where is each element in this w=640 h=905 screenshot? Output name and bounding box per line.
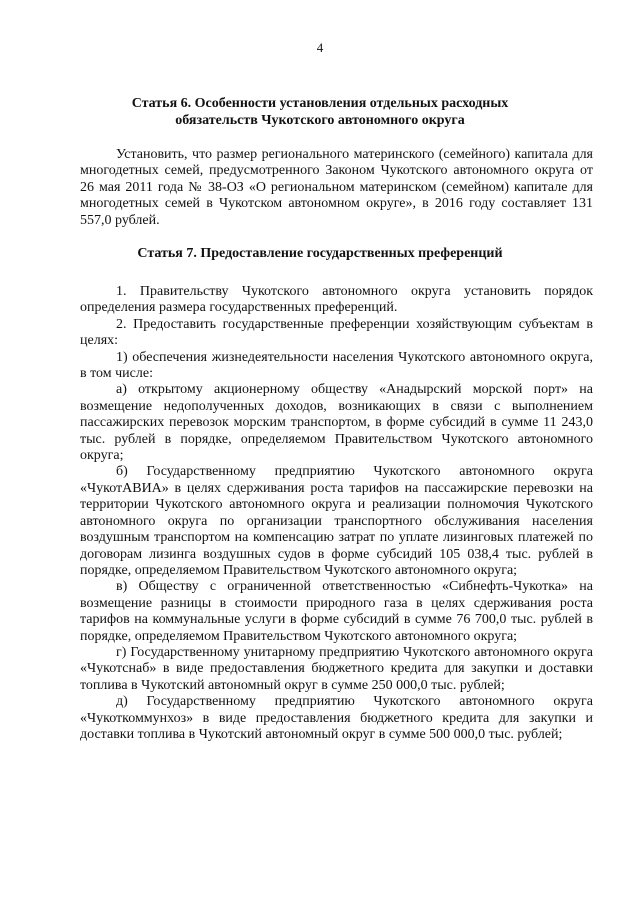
article-7-paragraph: 1) обеспечения жизнедеятельности населения Чукотского автономного округа, в том числе: [80,349,593,382]
page-number: 4 [316,40,324,55]
article-7-paragraph: г) Государственному унитарному предприятию Чукотского автономного округа «Чукотснаб» в виде предоставления бюджетного кредита для закупки и доставки топлива в Чукотский автономный округ в сумме 250 000,0 тыс. рублей; [80,644,593,693]
article-7-paragraph: б) Государственному предприятию Чукотского автономного округа «ЧукотАВИА» в целях сдерживания роста тарифов на пассажирские перевозки на территории Чукотского автономного округа и реализации полномочия Чукотского автономного округа по организации транспортного обслуживания населения воздушным транспортом на компенсацию затрат по уплате лизинговых платежей по договорам лизинга воздушных судов в форме субсидий 105 038,4 тыс. рублей в порядке, определяемом Правительством Чукотского автономного округа; [80,464,593,578]
article-7-paragraph: а) открытому акционерному обществу «Анадырский морской порт» на возмещение недополученных доходов, возникающих в связи с выполнением пассажирских перевозок морским транспортом, в форме субсидий в сумме 11 243,0 тыс. рублей в порядке, определяемом Правительством Чукотского автономного округа; [80,382,593,464]
article-7-paragraph: в) Обществу с ограниченной ответственностью «Сибнефть-Чукотка» на возмещение разницы в стоимости природного газа в целях сдерживания роста тарифов на коммунальные услуги в форме субсидий в сумме 76 700,0 тыс. рублей в порядке, определяемом Правительством Чукотского автономного округа; [80,579,593,644]
article-6-body [80,147,593,229]
article-7-paragraph: 1. Правительству Чукотского автономного округа установить порядок определения размера государственных преференций. [80,284,593,316]
article-6-paragraph: Установить, что размер регионального материнского (семейного) капитала для многодетных семей, предусмотренного Законом Чукотского автономного округа от 26 мая 2011 года № 38-ОЗ «О региональном материнском (семейном) капитале для многодетных семей в Чукотском автономном округе», в 2016 году составляет 131 557,0 рублей. [80,147,593,228]
article-6-heading [60,95,580,129]
article-7-heading: Статья 7. Предоставление государственных преференций [137,246,503,261]
article-7-body [80,284,593,743]
article-6-heading-line-2: обязательств Чукотского автономного округа [175,113,465,128]
article-7-paragraph: д) Государственному предприятию Чукотского автономного округа «Чукоткоммунхоз» в виде предоставления бюджетного кредита для закупки и доставки топлива в Чукотский автономный округ в сумме 500 000,0 тыс. рублей; [80,694,593,742]
article-6-heading-line-1: Статья 6. Особенности установления отдельных расходных [131,96,509,111]
article-7-paragraph: 2. Предоставить государственные преференции хозяйствующим субъектам в целях: [80,316,593,349]
